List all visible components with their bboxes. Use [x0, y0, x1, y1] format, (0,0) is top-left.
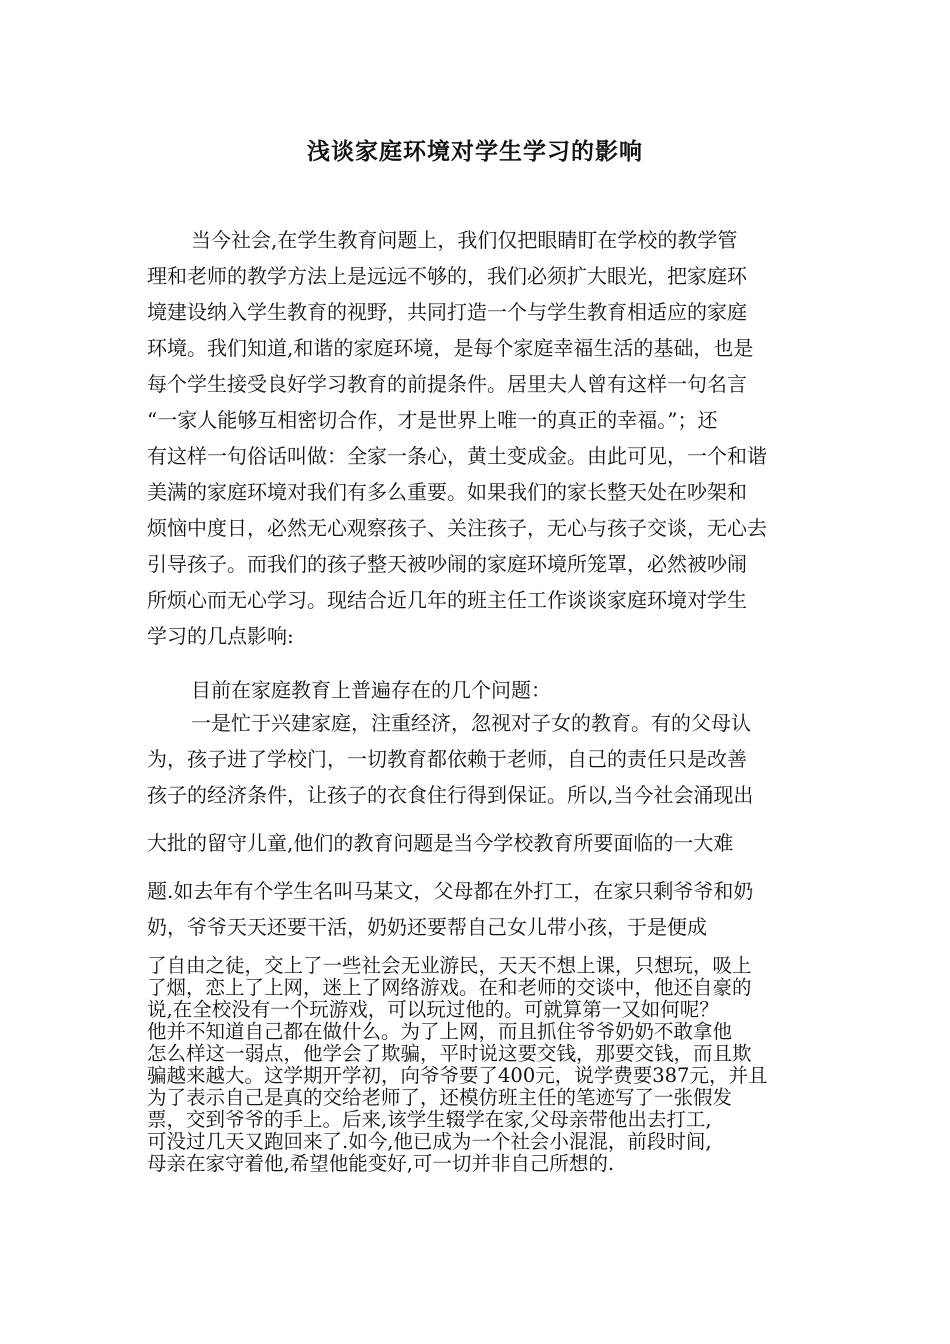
text-line: 一是忙于兴建家庭，注重经济，忽视对子女的教育。有的父母认: [191, 711, 751, 735]
paragraph-first-problem: [147, 705, 807, 945]
text-line: 怎么样这一弱点，他学会了欺骗，平时说这要交钱，那要交钱，而且欺: [147, 1043, 752, 1065]
text-line: 母亲在家守着他,希望他能变好,可一切并非自己所想的.: [147, 1153, 615, 1175]
text-line: 理和老师的教学方法上是远远不够的，我们必须扩大眼光，把家庭环: [147, 264, 747, 288]
document-title: 浅谈家庭环境对学生学习的影响: [307, 138, 643, 165]
text-line: “一家人能够互相密切合作，才是世界上唯一的真正的幸福。”；还: [147, 408, 718, 432]
paragraph-student-case: [147, 955, 807, 1175]
text-line: 烦恼中度日，必然无心观察孩子、关注孩子，无心与孩子交谈，无心去: [147, 516, 767, 540]
paragraph-intro: [147, 222, 807, 654]
text-line: 美满的家庭环境对我们有多么重要。如果我们的家长整天处在吵架和: [147, 480, 747, 504]
text-line: 骗越来越大。这学期开学初，向爷爷要了400元，说学费要387元，并且: [147, 1065, 768, 1087]
text-line: 题.如去年有个学生名叫马某文，父母都在外打工，在家只剩爷爷和奶: [147, 879, 754, 903]
text-line: 境建设纳入学生教育的视野，共同打造一个与学生教育相适应的家庭: [147, 300, 747, 324]
text-line: 所烦心而无心学习。现结合近几年的班主任工作谈谈家庭环境对学生: [147, 588, 747, 612]
text-line: 了烟，恋上了上网，迷上了网络游戏。在和老师的交谈中，他还自豪的: [147, 977, 752, 999]
text-line: 可没过几天又跑回来了.如今,他已成为一个社会小混混，前段时间,: [147, 1131, 712, 1153]
text-line: 奶，爷爷天天还要干活，奶奶还要帮自己女儿带小孩，于是便成: [147, 915, 707, 939]
text-line: 孩子的经济条件，让孩子的衣食住行得到保证。所以,当今社会涌现出: [147, 783, 754, 807]
text-line: 大批的留守儿童,他们的教育问题是当今学校教育所要面临的一大难: [147, 831, 734, 855]
text-line: 引导孩子。而我们的孩子整天被吵闹的家庭环境所笼罩，必然被吵闹: [147, 552, 747, 576]
text-line: 他并不知道自己都在做什么。为了上网，而且抓住爷爷奶奶不敢拿他: [147, 1021, 733, 1043]
text-line: 为，孩子进了学校门，一切教育都依赖于老师，自己的责任只是改善: [147, 747, 747, 771]
paragraph-problems-heading: [147, 672, 807, 708]
text-line: 说,在全校没有一个玩游戏，可以玩过他的。可就算第一又如何呢？: [147, 999, 719, 1021]
text-line: 了自由之徒，交上了一些社会无业游民，天天不想上课，只想玩，吸上: [147, 955, 752, 977]
text-line: 每个学生接受良好学习教育的前提条件。居里夫人曾有这样一句名言: [147, 372, 747, 396]
text-line: 票，交到爷爷的手上。后来,该学生辍学在家,父母亲带他出去打工,: [147, 1109, 712, 1131]
text-line: 为了表示自己是真的交给老师了，还模仿班主任的笔迹写了一张假发: [147, 1087, 733, 1109]
text-line: 目前在家庭教育上普遍存在的几个问题：: [191, 678, 551, 702]
text-line: 有这样一句俗话叫做：全家一条心，黄土变成金。由此可见，一个和谐: [147, 444, 767, 468]
text-line: 学习的几点影响:: [147, 624, 294, 648]
text-line: 环境。我们知道,和谐的家庭环境，是每个家庭幸福生活的基础，也是: [147, 336, 754, 360]
text-line: 当今社会,在学生教育问题上，我们仅把眼睛盯在学校的教学管: [191, 228, 738, 252]
